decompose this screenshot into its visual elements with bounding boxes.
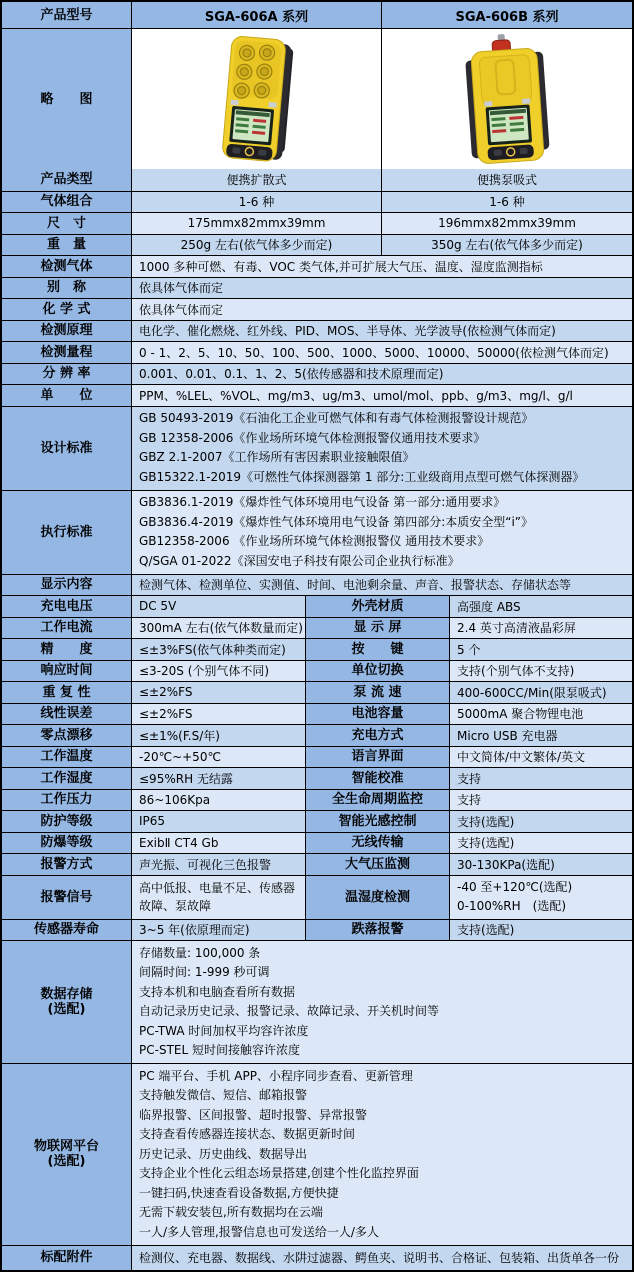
row-value-line: 历史记录、历史曲线、数据导出 [139, 1146, 308, 1161]
row-value-line: GB 50493-2019《石油化工企业可燃气体和有毒气体检测报警设计规范》 [139, 411, 534, 425]
row-label: 检测量程 [2, 342, 131, 363]
spec-row [2, 724, 632, 746]
row-label: 防护等级 [2, 811, 131, 832]
spec-row [2, 406, 632, 490]
spec-row [2, 490, 632, 574]
spec-row [2, 384, 632, 406]
row-value: 1000 多种可燃、有毒、VOC 类气体,并可扩展大气压、温度、湿度监测指标 [131, 256, 632, 277]
row-label: 化 学 式 [2, 299, 131, 320]
row-label-2: 智能校准 [305, 768, 449, 789]
row-value-1: -20℃~+50℃ [131, 747, 305, 768]
row-value: 检测仪、充电器、数据线、水阱过滤器、鳄鱼夹、说明书、合格证、包装箱、出货单各一份 [131, 1246, 632, 1270]
row-label: 显示内容 [2, 575, 131, 596]
row-value-2: 2.4 英寸高清液晶彩屏 [449, 618, 632, 639]
row-value: 依具体气体而定 [131, 278, 632, 299]
row-value-1: ≤95%RH 无结露 [131, 768, 305, 789]
row-label-2: 外壳材质 [305, 596, 449, 617]
row-value-line: 0-100%RH (选配) [457, 899, 566, 913]
row-label-line: 物联网平台 [33, 1139, 99, 1155]
row-label: 单 位 [2, 385, 131, 406]
sketch-row [2, 28, 632, 169]
spec-row [2, 638, 632, 660]
row-value-b: 1-6 种 [381, 192, 632, 213]
row-value-b: 350g 左右(依气体多少而定) [381, 235, 632, 256]
row-label-line: 数据存储 [40, 987, 93, 1002]
row-label: 产品类型 [2, 169, 131, 191]
row-label: 线性误差 [2, 704, 131, 725]
spec-row [2, 595, 632, 617]
row-value-line: 支持查看传感器连接状态、数据更新时间 [139, 1127, 356, 1141]
row-value-a: 175mmx82mmx39mm [131, 213, 381, 234]
row-value-line: GB3836.1-2019《爆炸性气体环境用电气设备 第一部分:通用要求》 [139, 495, 506, 509]
row-label-2: 大气压监测 [305, 854, 449, 875]
row-value-line: 无需下载安装包,所有数据均在云端 [139, 1205, 323, 1219]
spec-row [2, 234, 632, 256]
row-value [131, 491, 632, 574]
row-label: 工作压力 [2, 790, 131, 811]
header-series-a: SGA-606A 系列 [131, 2, 381, 28]
row-value-line: 支持企业个性化云组态场景搭建,创建个性化监控界面 [139, 1166, 419, 1180]
row-value-line: GB3836.4-2019《爆炸性气体环境用电气设备 第四部分:本质安全型“i”》 [139, 514, 534, 529]
row-value: 0 - 1、2、5、10、50、100、500、1000、5000、10000、50000(依检测气体而定) [131, 342, 632, 363]
row-value-2: 5000mA 聚合物锂电池 [449, 704, 632, 725]
spec-row [2, 681, 632, 703]
row-value-1: 高中低报、电量不足、传感器故障、泵故障 [131, 876, 305, 919]
row-value-b: 196mmx82mmx39mm [381, 213, 632, 234]
row-label: 重 量 [2, 235, 131, 256]
row-value-1: 86~106Kpa [131, 790, 305, 811]
spec-row [2, 341, 632, 363]
device-b-image [448, 32, 566, 166]
row-label: 重 复 性 [2, 682, 131, 703]
spec-row [2, 191, 632, 213]
row-label: 设计标准 [2, 407, 131, 490]
row-value-line: GB15322.1-2019《可燃性气体探测器第 1 部分:工业级商用点型可燃气体探测器》 [139, 469, 585, 484]
row-label-2: 电池容量 [305, 704, 449, 725]
row-label-2: 单位切换 [305, 661, 449, 682]
device-a-cell [131, 29, 381, 169]
row-value: 检测气体、检测单位、实测值、时间、电池剩余量、声音、报警状态、存储状态等 [131, 575, 632, 596]
row-value-2: 5 个 [449, 639, 632, 660]
row-value: PPM、%LEL、%VOL、mg/m3、ug/m3、umol/mol、ppb、g/m3、mg/l、g/l [131, 385, 632, 406]
row-value-b: 便携泵吸式 [381, 169, 632, 191]
row-value-1: ExibⅡ CT4 Gb [131, 833, 305, 854]
sketch-label: 略 图 [2, 29, 131, 169]
spec-row [2, 703, 632, 725]
row-value: 依具体气体而定 [131, 299, 632, 320]
row-value-a: 250g 左右(依气体多少而定) [131, 235, 381, 256]
spec-row [2, 875, 632, 919]
row-label-line: (选配) [47, 1154, 86, 1170]
spec-row [2, 746, 632, 768]
row-label-2: 跌落报警 [305, 920, 449, 941]
spec-row [2, 660, 632, 682]
row-value-1: DC 5V [131, 596, 305, 617]
header-series-b: SGA-606B 系列 [381, 2, 632, 28]
row-value-a: 便携扩散式 [131, 169, 381, 191]
row-label-2: 全生命周期监控 [305, 790, 449, 811]
spec-row [2, 255, 632, 277]
spec-row [2, 212, 632, 234]
spec-row [2, 277, 632, 299]
row-value-2: 支持 [449, 790, 632, 811]
row-label: 传感器寿命 [2, 920, 131, 941]
spec-row [2, 919, 632, 941]
row-value-1: ≤±3%FS(依气体种类而定) [131, 639, 305, 660]
row-value-line: Q/SGA 01-2022《深国安电子科技有限公司企业执行标准》 [139, 553, 460, 568]
row-value-2: 支持 [449, 768, 632, 789]
spec-row [2, 298, 632, 320]
row-value-line: 存储数量: 100,000 条 [139, 945, 261, 960]
row-value-line: 一键扫码,快速查看设备数据,方便快捷 [139, 1185, 339, 1200]
device-a-image [193, 32, 321, 166]
row-label-2: 显 示 屏 [305, 618, 449, 639]
spec-row [2, 1063, 632, 1245]
row-value-1: ≤±2%FS [131, 682, 305, 703]
row-label [2, 941, 131, 1063]
row-value-line: GB12358-2006 《作业场所环境气体检测报警仪 通用技术要求》 [139, 534, 490, 548]
row-value-1: ≤±2%FS [131, 704, 305, 725]
row-label-2: 按 键 [305, 639, 449, 660]
spec-row [2, 767, 632, 789]
row-value-line: PC-STEL 短时间接触容许浓度 [139, 1043, 300, 1057]
row-value-a: 1-6 种 [131, 192, 381, 213]
row-label-2: 无线传输 [305, 833, 449, 854]
spec-row [2, 169, 632, 191]
row-value [131, 941, 632, 1063]
spec-row [2, 810, 632, 832]
row-label: 标配附件 [2, 1246, 131, 1270]
row-label: 分 辨 率 [2, 364, 131, 385]
row-value: 电化学、催化燃烧、红外线、PID、MOS、半导体、光学波导(依检测气体而定) [131, 321, 632, 342]
row-label: 气体组合 [2, 192, 131, 213]
row-value-1: 声光振、可视化三色报警 [131, 854, 305, 875]
row-value-line: 间隔时间: 1-999 秒可调 [139, 965, 270, 979]
row-label: 工作电流 [2, 618, 131, 639]
row-value: 0.001、0.01、0.1、1、2、5(依传感器和技术原理而定) [131, 364, 632, 385]
row-label: 执行标准 [2, 491, 131, 574]
row-value-line: 临界报警、区间报警、超时报警、异常报警 [139, 1107, 368, 1122]
spec-rows [2, 169, 632, 1270]
row-value-2: 支持(选配) [449, 811, 632, 832]
row-label-2: 温湿度检测 [305, 876, 449, 919]
device-b-cell [381, 29, 632, 169]
row-label: 工作湿度 [2, 768, 131, 789]
row-value [131, 1064, 632, 1245]
row-label: 报警方式 [2, 854, 131, 875]
spec-row [2, 832, 632, 854]
row-label: 检测原理 [2, 321, 131, 342]
spec-row [2, 789, 632, 811]
row-label-line: (选配) [47, 1002, 86, 1017]
row-label [2, 1064, 131, 1245]
row-value-2: 支持(个别气体不支持) [449, 661, 632, 682]
row-label-2: 充电方式 [305, 725, 449, 746]
row-value-1: ≤±1%(F.S/年) [131, 725, 305, 746]
row-value-line: 支持触发微信、短信、邮箱报警 [139, 1088, 308, 1102]
row-value-1: ≤3-20S (个别气体不同) [131, 661, 305, 682]
row-value-2: 中文简体/中文繁体/英文 [449, 747, 632, 768]
row-value-1: 300mA 左右(依气体数量而定) [131, 618, 305, 639]
row-value-line: 一人/多人管理,报警信息也可发送给一人/多人 [139, 1224, 379, 1239]
row-value-2: 支持(选配) [449, 920, 632, 941]
row-value-line: PC 端平台、手机 APP、小程序同步查看、更新管理 [139, 1068, 413, 1083]
row-label-2: 泵 流 速 [305, 682, 449, 703]
row-value-line: -40 至+120℃(选配) [457, 880, 573, 894]
header-product-model-label: 产品型号 [2, 2, 131, 28]
row-label: 精 度 [2, 639, 131, 660]
spec-row [2, 363, 632, 385]
row-value-line: 支持本机和电脑查看所有数据 [139, 984, 296, 999]
row-label: 响应时间 [2, 661, 131, 682]
row-value-2: 支持(选配) [449, 833, 632, 854]
row-value-line: 自动记录历史记录、报警记录、故障记录、开关机时间等 [139, 1004, 440, 1018]
row-label: 检测气体 [2, 256, 131, 277]
row-value [131, 407, 632, 490]
spec-row [2, 320, 632, 342]
row-label: 零点漂移 [2, 725, 131, 746]
row-value-2: 30-130KPa(选配) [449, 854, 632, 875]
row-value-line: GB 12358-2006《作业场所环境气体检测报警仪通用技术要求》 [139, 430, 486, 445]
row-label: 别 称 [2, 278, 131, 299]
row-value-2: Micro USB 充电器 [449, 725, 632, 746]
row-value-1: 3~5 年(依原理而定) [131, 920, 305, 941]
row-label-2: 语言界面 [305, 747, 449, 768]
spec-row [2, 940, 632, 1063]
row-label: 防爆等级 [2, 833, 131, 854]
row-value-1: IP65 [131, 811, 305, 832]
row-value-2: 400-600CC/Min(限泵吸式) [449, 682, 632, 703]
spec-row [2, 853, 632, 875]
row-label: 工作温度 [2, 747, 131, 768]
row-value-line: GBZ 2.1-2007《工作场所有害因素职业接触限值》 [139, 450, 415, 464]
table-header-row [2, 2, 632, 28]
row-value-2: 高强度 ABS [449, 596, 632, 617]
row-label: 充电电压 [2, 596, 131, 617]
row-value-line: PC-TWA 时间加权平均容许浓度 [139, 1023, 309, 1038]
row-label: 尺 寸 [2, 213, 131, 234]
row-label: 报警信号 [2, 876, 131, 919]
row-label-2: 智能光感控制 [305, 811, 449, 832]
spec-row [2, 617, 632, 639]
spec-row [2, 1245, 632, 1270]
spec-row [2, 574, 632, 596]
row-value-2 [449, 876, 632, 919]
